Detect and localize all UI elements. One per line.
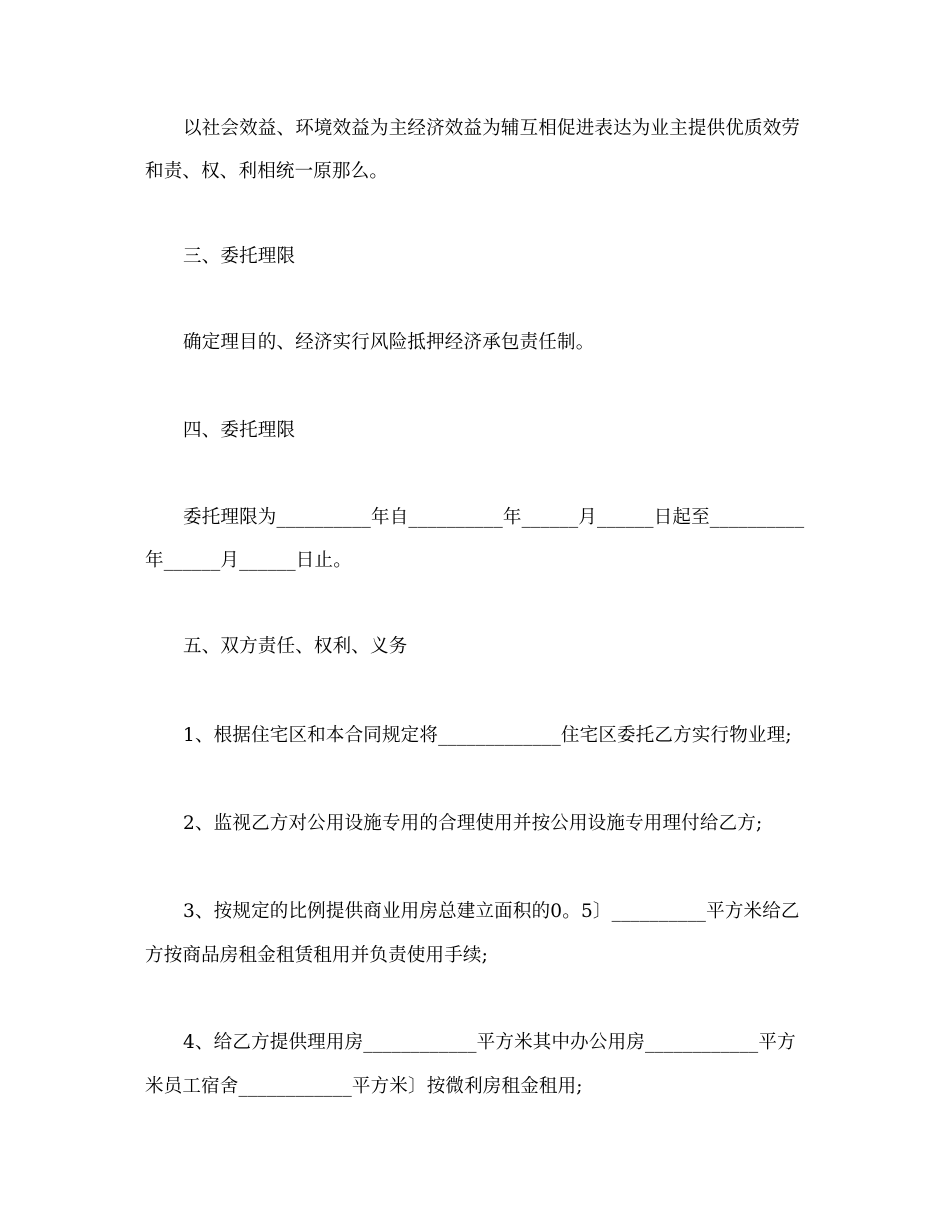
paragraph-3-line-1: 委托理限为__________年自__________年______月______日起至__________ [183, 507, 805, 528]
paragraph-3-line-2: 年______月______日止。 [145, 550, 352, 571]
paragraph-2: 确定理目的、经济实行风险抵押经济承包责任制。 [183, 332, 595, 353]
section-heading-4: 四、委托理限 [183, 420, 296, 441]
section-heading-3: 三、委托理限 [183, 246, 296, 267]
list-item-4-line-1: 4、给乙方提供理用房____________平方米其中办公用房____________平方 [183, 1032, 796, 1053]
list-item-2: 2、监视乙方对公用设施专用的合理使用并按公用设施专用理付给乙方; [183, 813, 763, 834]
list-item-4-line-2: 米员工宿舍____________平方米〕按微利房租金租用; [145, 1076, 583, 1097]
paragraph-1-line-1: 以社会效益、环境效益为主经济效益为辅互相促进表达为业主提供优质效劳 [183, 118, 801, 139]
paragraph-1-line-2: 和责、权、利相统一原那么。 [145, 161, 389, 182]
list-item-3-line-1: 3、按规定的比例提供商业用房总建立面积的0。5〕__________平方米给乙 [183, 901, 800, 922]
section-heading-5: 五、双方责任、权利、义务 [183, 636, 408, 657]
list-item-3-line-2: 方按商品房租金租赁租用并负责使用手续; [145, 945, 489, 966]
list-item-1: 1、根据住宅区和本合同规定将_____________住宅区委托乙方实行物业理; [183, 725, 792, 746]
